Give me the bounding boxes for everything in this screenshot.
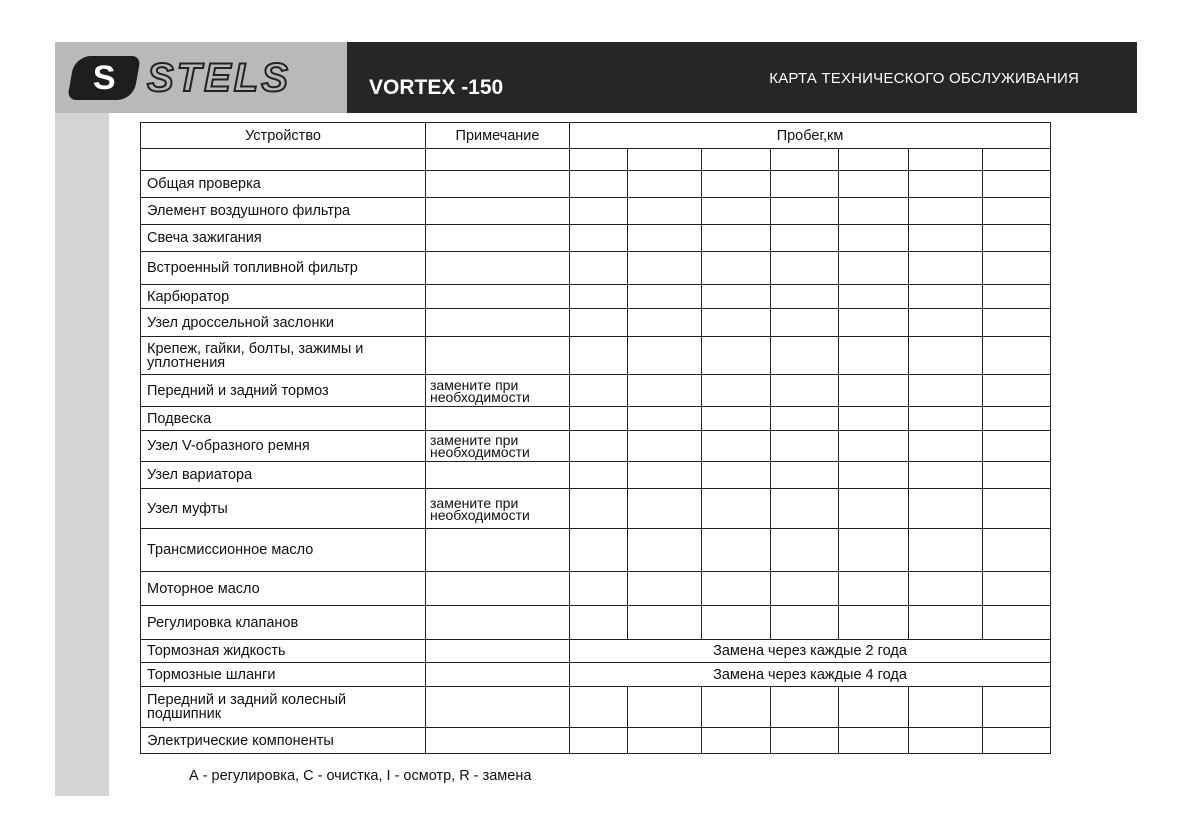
mileage-cell	[628, 572, 702, 606]
table-row	[141, 462, 1051, 489]
mileage-cell	[702, 572, 771, 606]
table-row	[141, 431, 1051, 462]
mileage-cell	[570, 225, 628, 252]
mileage-cell	[628, 375, 702, 407]
mileage-cell	[839, 728, 909, 754]
mileage-cell	[570, 687, 628, 728]
mileage-cell	[983, 431, 1051, 462]
note-cell	[426, 606, 570, 640]
mileage-cell	[628, 431, 702, 462]
mileage-cell	[983, 149, 1051, 171]
mileage-cell	[839, 171, 909, 198]
mileage-cell	[771, 285, 839, 309]
mileage-cell	[628, 198, 702, 225]
device-name: Узел V-образного ремня	[141, 431, 426, 462]
mileage-cell	[771, 572, 839, 606]
device-name: Узел дроссельной заслонки	[141, 309, 426, 337]
mileage-cell	[702, 198, 771, 225]
mileage-cell	[702, 225, 771, 252]
mileage-cell	[771, 606, 839, 640]
mileage-cell	[983, 171, 1051, 198]
mileage-cell	[909, 606, 983, 640]
mileage-cell	[983, 462, 1051, 489]
table-row	[141, 687, 1051, 728]
device-name: Электрические компоненты	[141, 728, 426, 754]
blank-cell	[426, 149, 570, 171]
mileage-cell	[839, 462, 909, 489]
device-name: Элемент воздушного фильтра	[141, 198, 426, 225]
mileage-cell	[839, 606, 909, 640]
mileage-cell	[771, 407, 839, 431]
mileage-cell	[628, 407, 702, 431]
mileage-cell	[909, 309, 983, 337]
mileage-cell	[628, 285, 702, 309]
mileage-cell	[628, 309, 702, 337]
device-name: Встроенный топливной фильтр	[141, 252, 426, 285]
table-row	[141, 640, 1051, 663]
note-cell	[426, 640, 570, 663]
device-name: Регулировка клапанов	[141, 606, 426, 640]
mileage-cell	[771, 489, 839, 529]
mileage-cell	[909, 252, 983, 285]
mileage-cell	[628, 337, 702, 375]
mileage-cell	[702, 431, 771, 462]
device-name: Передний и задний тормоз	[141, 375, 426, 407]
mileage-cell	[570, 285, 628, 309]
table-row	[141, 337, 1051, 375]
mileage-cell	[909, 728, 983, 754]
mileage-cell	[983, 529, 1051, 572]
mileage-cell	[628, 462, 702, 489]
mileage-cell	[570, 309, 628, 337]
mileage-cell	[628, 606, 702, 640]
table-row	[141, 285, 1051, 309]
mileage-cell	[909, 572, 983, 606]
table-row	[141, 728, 1051, 754]
mileage-cell	[983, 375, 1051, 407]
table-row	[141, 529, 1051, 572]
mileage-cell	[628, 149, 702, 171]
mileage-cell	[702, 606, 771, 640]
mileage-cell	[771, 687, 839, 728]
mileage-cell	[570, 489, 628, 529]
mileage-cell	[983, 606, 1051, 640]
mileage-cell	[909, 149, 983, 171]
mileage-cell	[702, 407, 771, 431]
mileage-cell	[983, 225, 1051, 252]
legend: А - регулировка, С - очистка, I - осмотр, R - замена	[189, 768, 532, 784]
maintenance-table	[140, 122, 1051, 754]
mileage-cell	[839, 529, 909, 572]
note-cell: замените при необходимости	[426, 375, 570, 407]
device-name: Тормозная жидкость	[141, 640, 426, 663]
mileage-cell	[570, 337, 628, 375]
mileage-cell	[983, 252, 1051, 285]
mileage-cell	[570, 462, 628, 489]
interval-note: Замена через каждые 2 года	[570, 640, 1051, 663]
mileage-cell	[702, 285, 771, 309]
mileage-cell	[839, 687, 909, 728]
mileage-cell	[983, 728, 1051, 754]
mileage-cell	[702, 728, 771, 754]
mileage-cell	[570, 728, 628, 754]
mileage-cell	[839, 285, 909, 309]
device-name: Моторное масло	[141, 572, 426, 606]
mileage-cell	[983, 572, 1051, 606]
blank-cell	[141, 149, 426, 171]
mileage-cell	[702, 149, 771, 171]
mileage-cell	[771, 529, 839, 572]
mileage-cell	[628, 489, 702, 529]
mileage-cell	[909, 375, 983, 407]
mileage-cell	[570, 375, 628, 407]
mileage-cell	[771, 149, 839, 171]
table-row	[141, 489, 1051, 529]
note-cell	[426, 198, 570, 225]
mileage-cell	[983, 309, 1051, 337]
side-strip	[55, 113, 109, 796]
note-cell	[426, 687, 570, 728]
title-bar	[347, 42, 1137, 113]
header-note: Примечание	[426, 123, 570, 149]
device-name: Общая проверка	[141, 171, 426, 198]
mileage-cell	[771, 337, 839, 375]
mileage-cell	[628, 728, 702, 754]
model-name: VORTEX -150	[369, 76, 504, 99]
table-row	[141, 375, 1051, 407]
mileage-cell	[702, 337, 771, 375]
mileage-values-row	[141, 149, 1051, 171]
logo-letter: S	[92, 58, 116, 97]
device-name: Узел муфты	[141, 489, 426, 529]
mileage-cell	[771, 462, 839, 489]
header	[55, 42, 1137, 113]
header-mileage: Пробег,км	[570, 123, 1051, 149]
note-cell	[426, 252, 570, 285]
table-row	[141, 309, 1051, 337]
logo-badge-icon	[67, 56, 141, 100]
mileage-cell	[909, 431, 983, 462]
brand-name: STELS	[147, 56, 291, 100]
table-row	[141, 606, 1051, 640]
table-row	[141, 252, 1051, 285]
note-cell	[426, 462, 570, 489]
device-name: Карбюратор	[141, 285, 426, 309]
note-cell	[426, 407, 570, 431]
mileage-cell	[702, 529, 771, 572]
mileage-cell	[909, 171, 983, 198]
note-cell	[426, 728, 570, 754]
mileage-cell	[983, 337, 1051, 375]
mileage-cell	[628, 225, 702, 252]
mileage-cell	[839, 572, 909, 606]
mileage-cell	[839, 375, 909, 407]
note-cell	[426, 337, 570, 375]
device-name: Свеча зажигания	[141, 225, 426, 252]
mileage-cell	[628, 529, 702, 572]
note-cell: замените при необходимости	[426, 431, 570, 462]
mileage-cell	[983, 687, 1051, 728]
mileage-cell	[839, 198, 909, 225]
table-row	[141, 198, 1051, 225]
mileage-cell	[771, 198, 839, 225]
table-row	[141, 171, 1051, 198]
note-cell: замените при необходимости	[426, 489, 570, 529]
mileage-cell	[570, 149, 628, 171]
note-cell	[426, 529, 570, 572]
note-cell	[426, 309, 570, 337]
mileage-cell	[771, 252, 839, 285]
table-row	[141, 225, 1051, 252]
mileage-cell	[909, 225, 983, 252]
mileage-cell	[570, 431, 628, 462]
mileage-cell	[909, 407, 983, 431]
mileage-cell	[909, 198, 983, 225]
mileage-cell	[771, 225, 839, 252]
mileage-cell	[909, 529, 983, 572]
mileage-cell	[570, 407, 628, 431]
mileage-cell	[702, 489, 771, 529]
note-cell	[426, 285, 570, 309]
mileage-cell	[771, 309, 839, 337]
mileage-cell	[839, 407, 909, 431]
table-row	[141, 663, 1051, 687]
mileage-cell	[570, 572, 628, 606]
mileage-cell	[839, 489, 909, 529]
mileage-cell	[909, 687, 983, 728]
mileage-cell	[771, 431, 839, 462]
device-name: Передний и задний колесный подшипник	[141, 687, 426, 728]
device-name: Трансмиссионное масло	[141, 529, 426, 572]
device-name: Тормозные шланги	[141, 663, 426, 687]
mileage-cell	[570, 606, 628, 640]
mileage-cell	[983, 407, 1051, 431]
mileage-cell	[702, 252, 771, 285]
mileage-cell	[839, 225, 909, 252]
note-cell	[426, 225, 570, 252]
mileage-cell	[702, 462, 771, 489]
device-name: Крепеж, гайки, болты, зажимы и уплотнения	[141, 337, 426, 375]
mileage-cell	[909, 462, 983, 489]
mileage-cell	[702, 687, 771, 728]
note-cell	[426, 171, 570, 198]
mileage-cell	[570, 252, 628, 285]
mileage-cell	[771, 728, 839, 754]
mileage-cell	[702, 171, 771, 198]
device-name: Подвеска	[141, 407, 426, 431]
mileage-cell	[983, 489, 1051, 529]
mileage-cell	[839, 252, 909, 285]
mileage-cell	[628, 687, 702, 728]
mileage-cell	[909, 337, 983, 375]
mileage-cell	[628, 171, 702, 198]
mileage-cell	[570, 198, 628, 225]
mileage-cell	[983, 285, 1051, 309]
mileage-cell	[771, 375, 839, 407]
interval-note: Замена через каждые 4 года	[570, 663, 1051, 687]
mileage-cell	[570, 529, 628, 572]
document-title: КАРТА ТЕХНИЧЕСКОГО ОБСЛУЖИВАНИЯ	[769, 70, 1079, 87]
mileage-cell	[983, 198, 1051, 225]
mileage-cell	[839, 309, 909, 337]
table-row	[141, 407, 1051, 431]
brand-logo	[55, 42, 347, 113]
mileage-cell	[839, 149, 909, 171]
header-device: Устройство	[141, 123, 426, 149]
mileage-cell	[702, 375, 771, 407]
note-cell	[426, 663, 570, 687]
mileage-cell	[839, 431, 909, 462]
mileage-cell	[909, 489, 983, 529]
header-row	[141, 123, 1051, 149]
mileage-cell	[909, 285, 983, 309]
mileage-cell	[628, 252, 702, 285]
mileage-cell	[771, 171, 839, 198]
mileage-cell	[839, 337, 909, 375]
mileage-cell	[702, 309, 771, 337]
note-cell	[426, 572, 570, 606]
table-row	[141, 572, 1051, 606]
mileage-cell	[570, 171, 628, 198]
device-name: Узел вариатора	[141, 462, 426, 489]
